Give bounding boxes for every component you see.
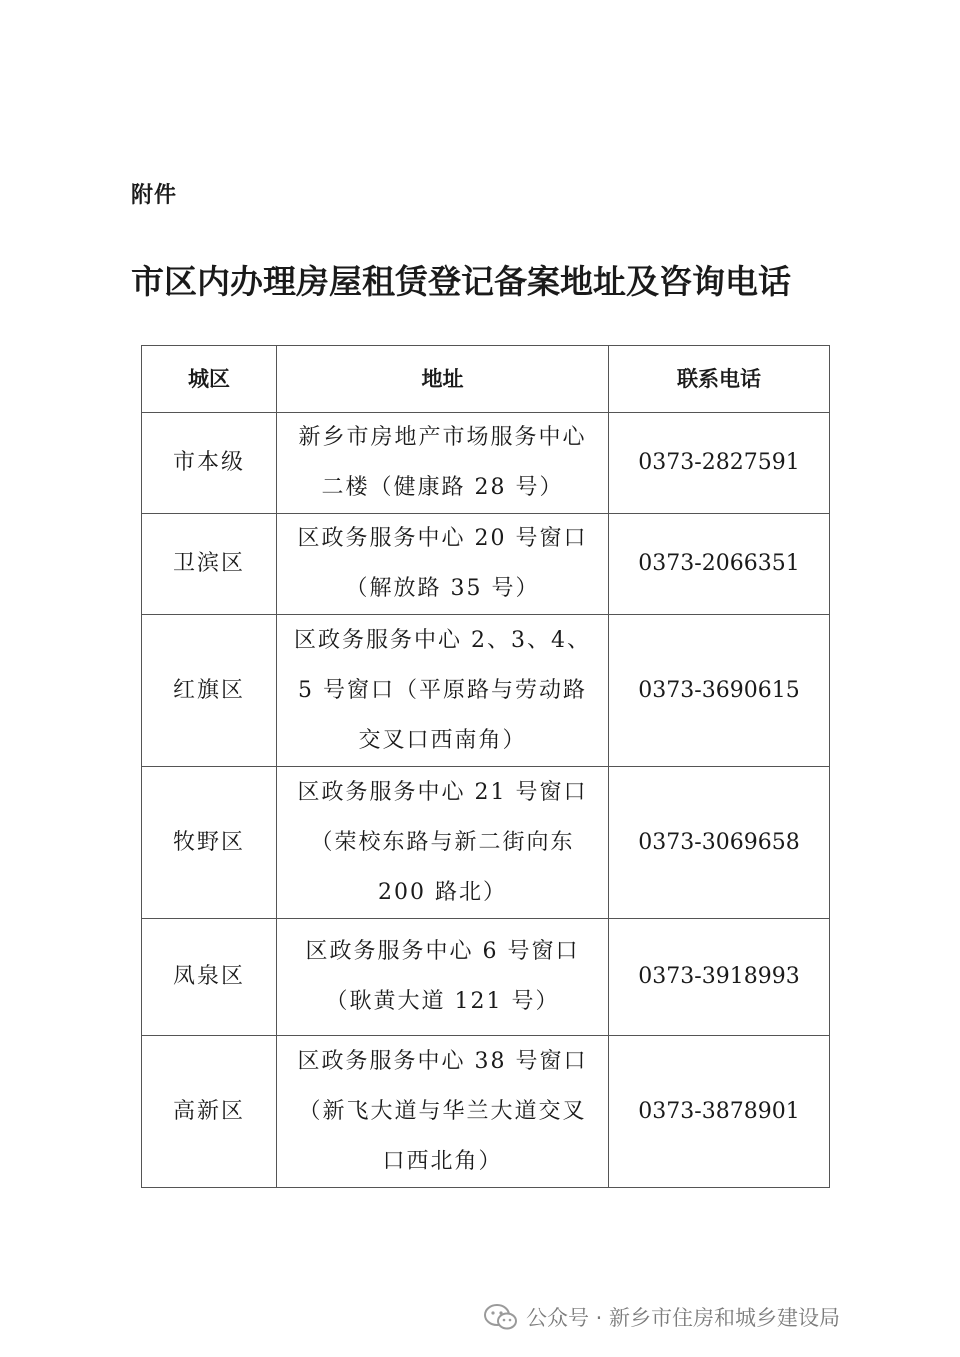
address-cell: 区政务服务中心 21 号窗口（荣校东路与新二街向东 200 路北） <box>277 767 609 919</box>
address-cell: 区政务服务中心 2、3、4、5 号窗口（平原路与劳动路交叉口西南角） <box>277 615 609 767</box>
document-title: 市区内办理房屋租赁登记备案地址及咨询电话 <box>131 262 791 301</box>
address-cell: 区政务服务中心 20 号窗口（解放路 35 号） <box>277 514 609 615</box>
phone-cell: 0373-2827591 <box>609 413 830 514</box>
header-phone: 联系电话 <box>609 346 830 413</box>
wechat-watermark <box>484 1302 840 1332</box>
district-cell: 凤泉区 <box>142 919 277 1036</box>
table-row <box>142 615 830 767</box>
district-cell: 卫滨区 <box>142 514 277 615</box>
table-header-row <box>142 346 830 413</box>
phone-cell: 0373-3918993 <box>609 919 830 1036</box>
table-row <box>142 514 830 615</box>
phone-cell: 0373-2066351 <box>609 514 830 615</box>
header-address: 地址 <box>277 346 609 413</box>
address-cell: 新乡市房地产市场服务中心二楼（健康路 28 号） <box>277 413 609 514</box>
wechat-icon <box>484 1303 518 1331</box>
phone-cell: 0373-3069658 <box>609 767 830 919</box>
district-cell: 市本级 <box>142 413 277 514</box>
table-row <box>142 1036 830 1188</box>
table-row <box>142 413 830 514</box>
district-cell: 牧野区 <box>142 767 277 919</box>
attachment-label: 附件 <box>131 183 178 208</box>
table-row <box>142 919 830 1036</box>
registration-table <box>141 345 830 1188</box>
address-cell: 区政务服务中心 38 号窗口（新飞大道与华兰大道交叉口西北角） <box>277 1036 609 1188</box>
watermark-text: 公众号 · 新乡市住房和城乡建设局 <box>526 1306 841 1330</box>
phone-cell: 0373-3690615 <box>609 615 830 767</box>
address-cell: 区政务服务中心 6 号窗口（耿黄大道 121 号） <box>277 919 609 1036</box>
district-cell: 高新区 <box>142 1036 277 1188</box>
table-row <box>142 767 830 919</box>
header-district: 城区 <box>142 346 277 413</box>
phone-cell: 0373-3878901 <box>609 1036 830 1188</box>
district-cell: 红旗区 <box>142 615 277 767</box>
